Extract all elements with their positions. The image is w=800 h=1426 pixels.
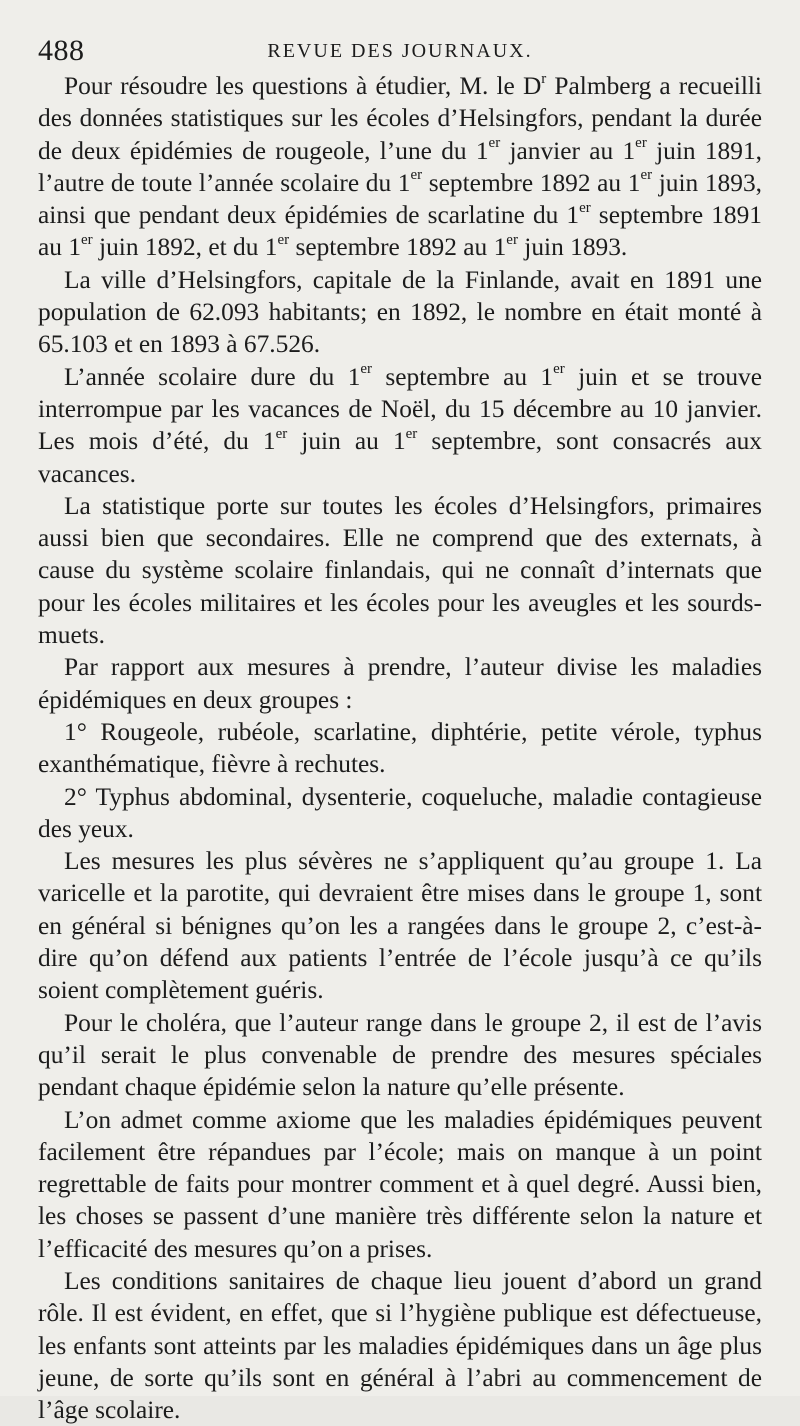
- text-run: Pour résoudre les questions à étudier, M. le D: [64, 72, 542, 100]
- superscript: er: [553, 361, 565, 378]
- paragraph: [38, 264, 762, 361]
- superscript: er: [277, 232, 290, 249]
- paragraph: [38, 845, 762, 1006]
- text-run: L’année scolaire dure du 1: [64, 362, 361, 391]
- text-run: janvier au 1: [500, 136, 636, 165]
- paragraph: [38, 70, 762, 264]
- paragraph: [38, 1265, 762, 1426]
- text-run: juin 1893.: [517, 233, 628, 262]
- superscript: er: [488, 135, 501, 152]
- text-run: 2° Typhus abdominal, dysenterie, coqueluche, maladie contagieuse des yeux.: [38, 782, 762, 843]
- text-run: juin 1891, l’autre de toute l’année scolaire du 1: [38, 136, 762, 197]
- page-number: 488: [38, 34, 85, 67]
- superscript: er: [410, 167, 423, 184]
- superscript: er: [579, 199, 591, 216]
- superscript: r: [541, 70, 547, 87]
- superscript: er: [640, 167, 653, 184]
- superscript: er: [275, 425, 288, 442]
- superscript: er: [405, 425, 418, 442]
- text-run: septembre 1892 au 1: [422, 168, 641, 197]
- text-run: Pour le choléra, que l’auteur range dans le groupe 2, il est de l’avis qu’il serait le plus convenable de prendre des mesures spéciales pendant chaque épidémie selon la nature qu’elle présente.: [38, 1008, 762, 1102]
- text-run: septembre, sont consacrés aux vacances.: [38, 427, 762, 488]
- paragraph: [38, 716, 762, 781]
- text-run: juin et se trouve interrompue par les vacances de Noël, du 15 décembre au 10 janvier. Les mois d’été, du 1: [38, 362, 763, 456]
- text-run: La ville d’Helsingfors, capitale de la Finlande, avait en 1891 une population de 62.093 habitants; en 1892, le nombre en était monté à 65.103 et en 1893 à 67.526.: [38, 265, 762, 359]
- superscript: er: [506, 232, 518, 249]
- running-title: REVUE DES JOURNAUX.: [267, 40, 533, 62]
- paragraph: [38, 490, 762, 651]
- article-body: [38, 70, 762, 1426]
- superscript: er: [360, 361, 373, 378]
- running-head: [38, 26, 762, 70]
- text-run: Palmberg a recueilli des données statistiques sur les écoles d’Helsingfors, pendant la durée de deux épidémies de rougeole, l’une du 1: [38, 72, 762, 165]
- text-run: juin 1892, et du 1: [92, 233, 278, 262]
- paragraph: [38, 361, 762, 490]
- text-run: juin au 1: [287, 427, 406, 456]
- paragraph: [38, 1007, 762, 1104]
- text-run: septembre au 1: [372, 362, 554, 391]
- paragraph: [38, 781, 762, 846]
- text-run: Les conditions sanitaires de chaque lieu jouent d’abord un grand rôle. Il est évident, en effet, que si l’hygiène publique est défectueuse, les enfants sont atteints par les maladies épidémiques dans un âge plus jeune, de sorte qu’ils sont en général à l’abri au commencement de l’âge scolaire.: [38, 1266, 762, 1425]
- text-run: septembre 1892 au 1: [289, 233, 507, 262]
- text-run: La statistique porte sur toutes les écoles d’Helsingfors, primaires aussi bien que secondaires. Elle ne comprend que des externats, à cause du système scolaire finlandais, qui ne connaît d’internats que pour les écoles militaires et les écoles pour les aveugles et les sourds-muets.: [38, 491, 762, 650]
- text-run: Les mesures les plus sévères ne s’appliquent qu’au groupe 1. La varicelle et la parotite, qui devraient être mises dans le groupe 1, sont en général si bénignes qu’on les a rangées dans le groupe 2, c’est-à-dire qu’on défend aux patients l’entrée de l’école jusqu’à ce qu’ils soient complètement guéris.: [38, 847, 762, 1005]
- paragraph: [38, 1104, 762, 1265]
- text-run: L’on admet comme axiome que les maladies épidémiques peuvent facilement être répandues par l’école; mais on manque à un point regrettable de faits pour montrer comment et à quel degré. Aussi bien, les choses se passent d’une manière très différente selon la nature et l’efficacité des mesures qu’on a prises.: [38, 1105, 762, 1263]
- text-run: 1° Rougeole, rubéole, scarlatine, diphtérie, petite vérole, typhus exanthématique, fièvre à rechutes.: [38, 717, 762, 779]
- text-run: Par rapport aux mesures à prendre, l’auteur divise les maladies épidémiques en deux groupes :: [38, 653, 762, 714]
- paragraph: [38, 651, 762, 716]
- superscript: er: [635, 135, 647, 152]
- text-run: septembre 1891 au 1: [38, 201, 762, 262]
- text-run: juin 1893, ainsi que pendant deux épidémies de scarlatine du 1: [38, 168, 762, 230]
- superscript: er: [81, 232, 93, 249]
